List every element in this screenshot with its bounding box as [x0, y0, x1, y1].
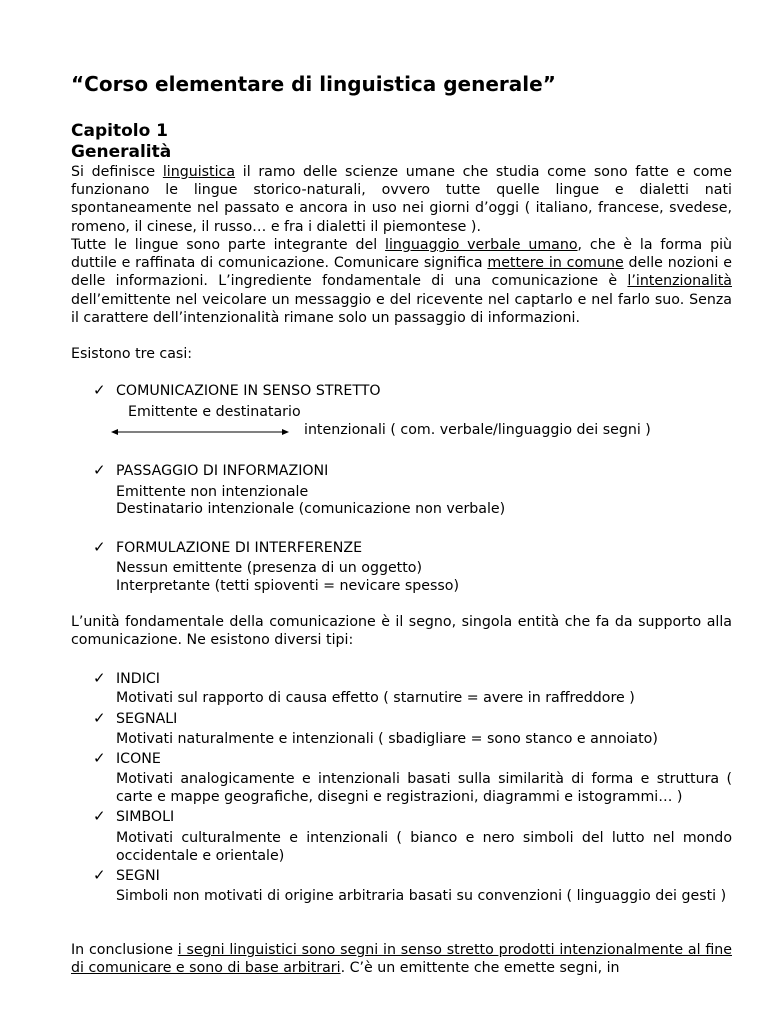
underlined-term: l’intenzionalità: [627, 273, 732, 290]
check-icon: ✓: [93, 381, 106, 399]
chapter-number: Capitolo 1: [71, 121, 169, 141]
cases-intro: Esistono tre casi:: [71, 346, 193, 362]
text-span: delle nozioni e delle informazioni. L’ingrediente fondamentale di una comunicazione è: [71, 255, 732, 290]
case-heading: COMUNICAZIONE IN SENSO STRETTO: [116, 383, 381, 399]
check-icon: ✓: [93, 866, 106, 884]
paragraph-definition: [71, 163, 732, 236]
sign-heading: SEGNALI: [116, 711, 178, 727]
text-span: Si definisce: [71, 164, 163, 180]
text-span: , che è la forma più duttile e raffinata di comunicazione. Comunicare significa: [71, 237, 733, 272]
check-icon: ✓: [93, 709, 106, 727]
sign-heading: SEGNI: [116, 868, 160, 884]
check-icon: ✓: [93, 749, 106, 767]
sign-heading: SIMBOLI: [116, 809, 175, 825]
sign-description: Motivati analogicamente e intenzionali basati sulla similarità di forma e struttura ( carte e mappe geografiche, disegni e registrazioni, diagrammi e istogrammi… ): [116, 771, 732, 806]
text-span: il ramo delle scienze umane che studia come sono fatte e come funzionano le lingue storico-naturali, ovvero tutte quelle lingue e dialetti nati spontaneamente nel passato e ancora in uso nei giorni d’oggi ( italiano, francese, svedese, romeno, il cinese, il russo… e fra i dialetti il piemontese ).: [71, 164, 732, 235]
double-arrow-icon: [110, 425, 290, 439]
sign-heading: INDICI: [116, 671, 160, 687]
case-line: Nessun emittente (presenza di un oggetto): [116, 560, 423, 576]
text-span: In conclusione: [71, 942, 178, 958]
paragraph-conclusion: [71, 941, 732, 977]
check-icon: ✓: [93, 807, 106, 825]
sign-description: Motivati naturalmente e intenzionali ( sbadigliare = sono stanco e annoiato): [116, 731, 658, 747]
check-icon: ✓: [93, 669, 106, 687]
text-span: Tutte le lingue sono parte integrante del: [71, 237, 386, 253]
case-line: Emittente non intenzionale: [116, 484, 309, 500]
sign-description: Simboli non motivati di origine arbitraria basati su convenzioni ( linguaggio dei gesti ): [116, 888, 727, 904]
text-span: dell’emittente nel veicolare un messaggio e del ricevente nel captarlo e nel farlo suo. Senza il carattere dell’intenzionalità rimane solo un passaggio di informazioni.: [71, 291, 732, 326]
document-title: “Corso elementare di linguistica generale”: [71, 72, 556, 96]
check-icon: ✓: [93, 538, 106, 556]
case-line: Interpretante (tetti spioventi = nevicare spesso): [116, 578, 459, 594]
sign-heading: ICONE: [116, 751, 161, 767]
case-line: intenzionali ( com. verbale/linguaggio dei segni ): [304, 422, 651, 438]
text-span: . C’è un emittente che emette segni, in: [340, 960, 620, 977]
check-icon: ✓: [93, 461, 106, 479]
case-heading: FORMULAZIONE DI INTERFERENZE: [116, 540, 363, 556]
chapter-name: Generalità: [71, 142, 172, 162]
case-heading: PASSAGGIO DI INFORMAZIONI: [116, 463, 329, 479]
case-line: Emittente e destinatario: [128, 404, 301, 420]
case-line: Destinatario intenzionale (comunicazione non verbale): [116, 501, 506, 517]
paragraph-sign: L’unità fondamentale della comunicazione è il segno, singola entità che fa da supporto alla comunicazione. Ne esistono diversi tipi:: [71, 614, 732, 649]
underlined-term: linguaggio verbale umano: [385, 237, 578, 253]
paragraph-communication: [71, 236, 732, 327]
sign-description: Motivati sul rapporto di causa effetto ( starnutire = avere in raffreddore ): [116, 690, 635, 706]
underlined-term: linguistica: [162, 164, 236, 180]
underlined-term: i segni linguistici sono segni in senso stretto prodotti intenzionalmente al fine di comunicare e sono di base arbitrari: [71, 942, 732, 977]
sign-description: Motivati culturalmente e intenzionali ( bianco e nero simboli del lutto nel mondo occidentale e orientale): [116, 830, 732, 865]
underlined-term: mettere in comune: [487, 255, 624, 272]
